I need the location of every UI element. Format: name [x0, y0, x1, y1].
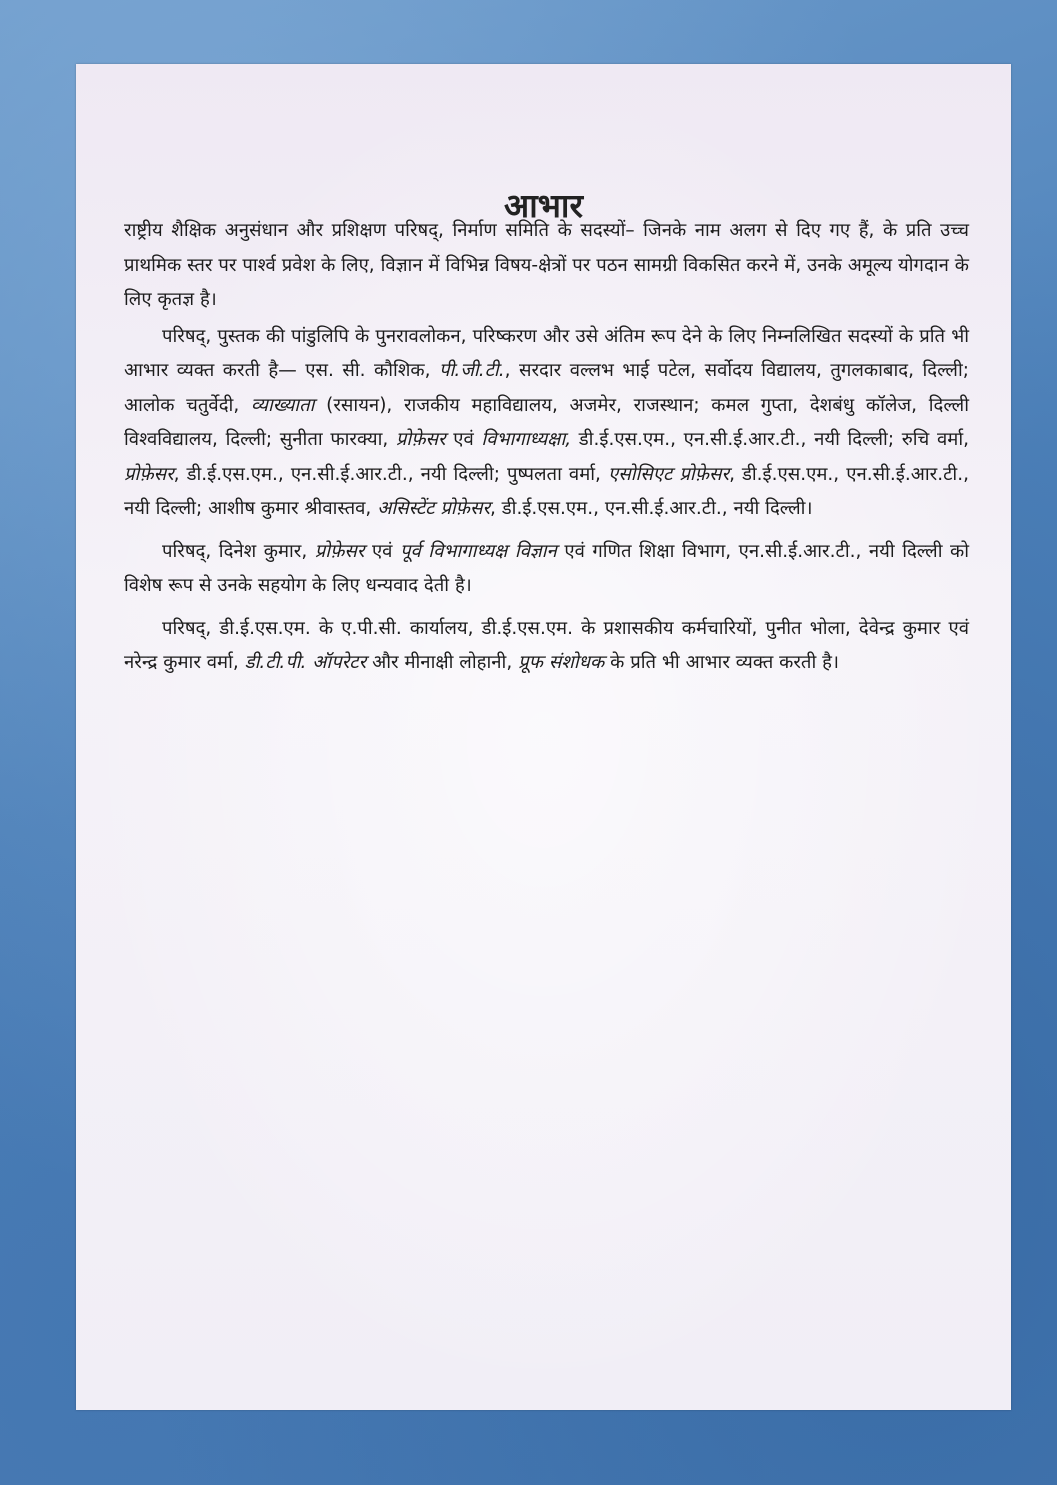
text-segment: परिषद्, पुस्तक की पांडुलिपि के पुनरावलोकन, परिष्करण और उसे अंतिम रूप देने के लिए निम्नलिखित सदस्यों के प्रति भी आभार व्यक्त करती है— एस. सी. कौशिक, [124, 325, 969, 381]
text-segment: एवं गणित शिक्षा विभाग, एन.सी.ई.आर.टी., नयी दिल्ली को विशेष रूप से उनके सहयोग के लिए धन्यवाद देती है। [124, 540, 969, 596]
text-segment-italic: पी.जी.टी. [439, 360, 505, 381]
text-segment-italic: डी.टी.पी. ऑपरेटर [244, 652, 367, 673]
page-title: आभार [504, 186, 583, 225]
text-segment: , डी.ई.एस.एम., एन.सी.ई.आर.टी., नयी दिल्ली; आशीष कुमार श्रीवास्तव, [124, 463, 969, 519]
text-segment-italic: पूर्व विभागाध्यक्ष विज्ञान [399, 540, 557, 562]
text-segment-italic: व्याख्याता [250, 394, 315, 416]
document-page [76, 64, 1011, 1410]
text-segment: एवं [364, 540, 400, 562]
text-segment-italic: प्रोफ़ेसर [124, 463, 174, 485]
text-segment: और मीनाक्षी लोहानी, [366, 652, 519, 673]
text-segment-italic: प्रोफ़ेसर [395, 429, 446, 450]
text-segment: के प्रति भी आभार व्यक्त करती है। [604, 652, 839, 673]
text-segment-italic: प्रोफ़ेसर [314, 540, 365, 562]
acknowledgement-body [124, 214, 969, 689]
text-segment: परिषद्, डी.ई.एस.एम. के ए.पी.सी. कार्यालय, डी.ई.एस.एम. के प्रशासकीय कर्मचारियों, पुनीत भोला, देवेन्द्र कुमार एवं नरेन्द्र कुमार वर्मा, [124, 617, 969, 673]
text-segment-italic: विभागाध्यक्षा, [481, 429, 572, 450]
text-segment: डी.ई.एस.एम., एन.सी.ई.आर.टी., नयी दिल्ली; रुचि वर्मा, [571, 429, 969, 450]
paragraph-3 [124, 535, 969, 604]
text-segment: , डी.ई.एस.एम., एन.सी.ई.आर.टी., नयी दिल्ली। [490, 498, 813, 519]
paragraph-1 [124, 214, 969, 318]
text-segment: परिषद्, दिनेश कुमार, [162, 540, 315, 562]
text-segment: , सरदार वल्लभ भाई पटेल, सर्वोदय विद्यालय, तुगलकाबाद, दिल्ली; आलोक चतुर्वेदी, [124, 360, 969, 416]
text-segment: एवं [445, 429, 482, 450]
text-segment-italic: एसोसिएट प्रोफ़ेसर [607, 463, 730, 485]
text-segment: (रसायन), राजकीय महाविद्यालय, अजमेर, राजस्थान; कमल गुप्ता, देशबंधु कॉलेज, दिल्ली विश्वविद्यालय, दिल्ली; सुनीता फारक्या, [124, 394, 969, 450]
paragraph-4 [124, 612, 969, 681]
text-segment-italic: असिस्टेंट प्रोफ़ेसर [377, 498, 491, 519]
paragraph-2 [124, 320, 969, 527]
text-segment: राष्ट्रीय शैक्षिक अनुसंधान और प्रशिक्षण परिषद्, निर्माण समिति के सदस्यों– जिनके नाम अलग से दिए गए हैं, के प्रति उच्च प्राथमिक स्तर पर पार्श्व प्रवेश के लिए, विज्ञान में विभिन्न विषय-क्षेत्रों पर पठन सामग्री विकसित करने में, उनके अमूल्य योगदान के लिए कृतज्ञ है। [124, 220, 969, 310]
text-segment-italic: प्रूफ संशोधक [518, 652, 605, 673]
text-segment: , डी.ई.एस.एम., एन.सी.ई.आर.टी., नयी दिल्ली; पुष्पलता वर्मा, [173, 463, 608, 485]
